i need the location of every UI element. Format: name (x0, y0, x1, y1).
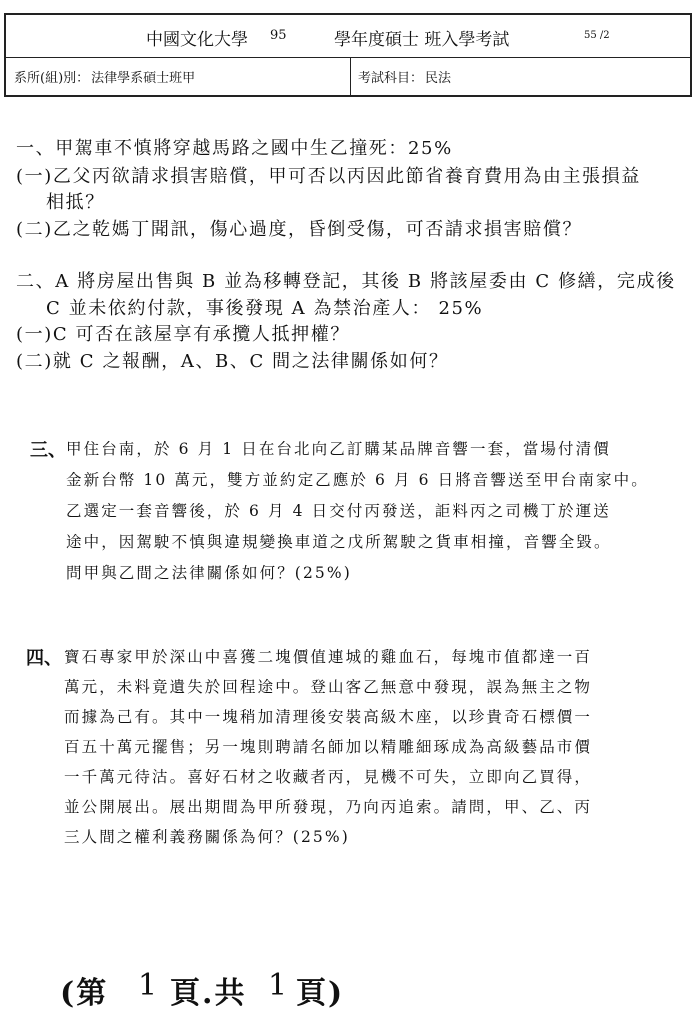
question-line: 並公開展出。展出期間為甲所發現，乃向丙追索。請問，甲、乙、丙 (64, 798, 593, 816)
page-code: 55 /2 (584, 30, 610, 41)
department-label: 系所(組)別： (14, 71, 90, 86)
page-indicator-open: (第 (60, 976, 109, 1011)
question-line: (二)就 C 之報酬，A、B、C 間之法律關係如何？ (16, 351, 449, 372)
exam-title: 學年度碩士 班入學考試 (334, 30, 510, 50)
question-line: 三人間之權利義務關係為何？(25%) (64, 828, 350, 846)
header-column-divider (350, 57, 351, 95)
question-number: 四、 (26, 648, 62, 669)
exam-header (4, 13, 692, 97)
question-line: (一)乙父丙欲請求損害賠償，甲可否以丙因此節省養育費用為由主張損益 (16, 166, 641, 187)
question-line: 寶石專家甲於深山中喜獲二塊價值連城的雞血石，每塊市值都達一百 (64, 648, 593, 666)
subject-field (358, 67, 451, 86)
question-line: 乙選定一套音響後，於 6 月 4 日交付丙發送，詎料丙之司機丁於運送 (66, 502, 611, 520)
question-line: 一、甲駕車不慎將穿越馬路之國中生乙撞死：25% (16, 138, 453, 159)
question-line: 途中，因駕駛不慎與違規變換車道之戊所駕駛之貨車相撞，音響全毀。 (66, 533, 612, 551)
question-line: 一千萬元待沽。喜好石材之收藏者丙，見機不可失，立即向乙買得， (64, 768, 593, 786)
subject-label: 考試科目： (358, 71, 424, 86)
question-line: 百五十萬元擺售；另一塊則聘請名師加以精雕細琢成為高級藝品市價 (64, 738, 593, 756)
department-value: 法律學系碩士班甲 (91, 71, 196, 86)
question-line: 相抵？ (46, 192, 105, 213)
total-pages: 1 (268, 968, 290, 1003)
question-line: 問甲與乙間之法律關係如何？(25%) (66, 564, 352, 582)
page-indicator-mid: 頁.共 (170, 976, 247, 1011)
exam-title-row (6, 25, 690, 51)
page-indicator-close: 頁) (296, 976, 345, 1011)
university-name: 中國文化大學 (146, 30, 248, 50)
question-number: 三、 (30, 440, 66, 461)
question-line: C 並未依約付款，事後發現 A 為禁治產人： 25% (46, 298, 484, 319)
header-divider (6, 57, 690, 58)
question-line: 金新台幣 10 萬元，雙方並約定乙應於 6 月 6 日將音響送至甲台南家中。 (66, 471, 649, 489)
department-field (14, 67, 195, 86)
question-line: 而據為己有。其中一塊稍加清理後安裝高級木座，以珍貴奇石標價一 (64, 708, 593, 726)
question-line: (一)C 可否在該屋享有承攬人抵押權？ (16, 324, 350, 345)
question-line: 萬元，未料竟遺失於回程途中。登山客乙無意中發現，誤為無主之物 (64, 678, 593, 696)
question-line: 甲住台南，於 6 月 1 日在台北向乙訂購某品牌音響一套，當場付清價 (66, 440, 611, 458)
question-line: 二、A 將房屋出售與 B 並為移轉登記，其後 B 將該屋委由 C 修繕，完成後 (16, 271, 676, 292)
question-line: (二)乙之乾媽丁聞訊，傷心過度，昏倒受傷，可否請求損害賠償？ (16, 219, 583, 240)
page-number: 1 (138, 968, 160, 1003)
academic-year: 95 (270, 28, 287, 43)
subject-value: 民法 (425, 71, 452, 86)
